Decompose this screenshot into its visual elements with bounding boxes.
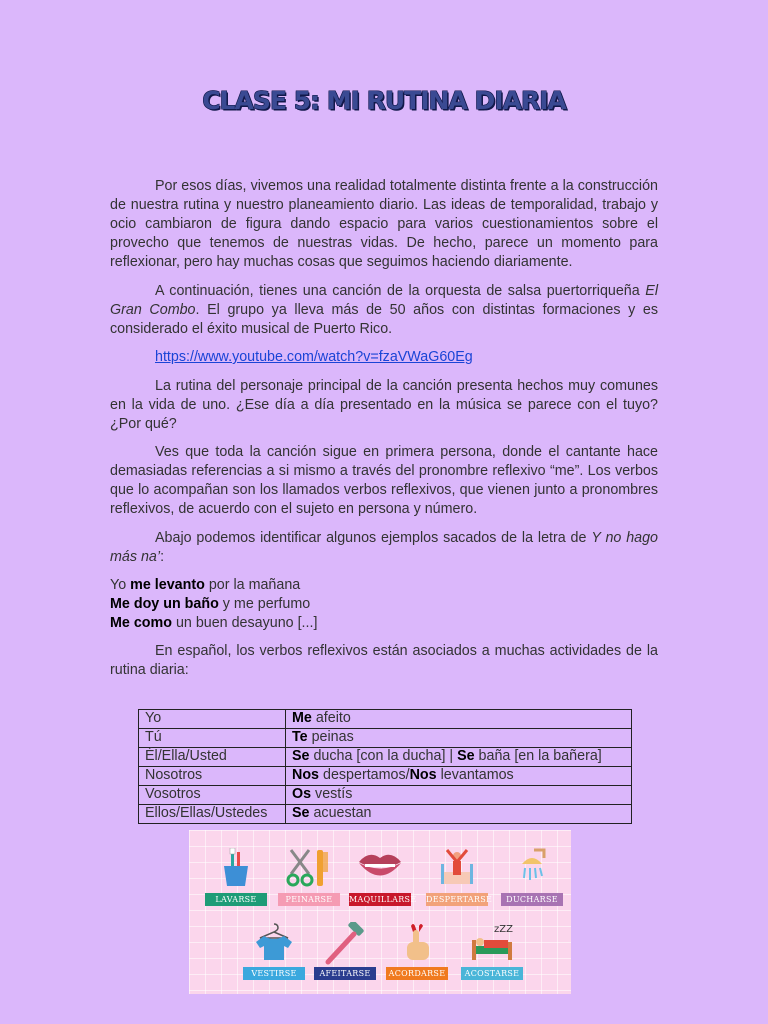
- routine-verbs-illustration: [189, 830, 571, 994]
- routine-item-acostarse: [461, 922, 523, 980]
- routine-item-label: VESTIRSE: [243, 967, 305, 980]
- lyric-3-post: un buen desayuno [...]: [171, 615, 318, 631]
- reflexive-pronoun: Te: [292, 729, 308, 746]
- lyric-line-3: [110, 615, 317, 631]
- page-title: CLASE 5: MI RUTINA DIARIA: [202, 86, 566, 115]
- reflexive-pronoun: Nos: [292, 767, 320, 784]
- example-cell: [286, 767, 632, 786]
- example-cell: [286, 805, 632, 824]
- routine-item-label: PEINARSE: [278, 893, 340, 906]
- example-cell: [286, 710, 632, 729]
- routine-item-maquillarse: [349, 848, 417, 906]
- paragraph-question: La rutina del personaje principal de la canción presenta hechos muy comunes en la vida de uno. ¿Ese día a día presentado en la música se parece con el tuyo? ¿Por qué?: [110, 377, 658, 432]
- routine-item-label: AFEITARSE: [314, 967, 376, 980]
- table-row: [139, 805, 632, 824]
- document-body: [110, 177, 658, 690]
- routine-item-label: ACOSTARSE: [461, 967, 523, 980]
- routine-item-label: DUCHARSE: [501, 893, 563, 906]
- paragraph-song-text-a: A continuación, tienes una canción de la orquesta de salsa puertorriqueña: [155, 282, 640, 299]
- verb-text: baña [en la bañera]: [474, 748, 602, 765]
- reflexive-pronoun: Nos: [409, 767, 437, 784]
- pronoun-cell: Tú: [139, 729, 286, 748]
- lyric-line-2: [110, 596, 310, 612]
- paragraph-reflexive: Ves que toda la canción sigue en primera persona, donde el cantante hace demasiadas referencias a si mismo a través del pronombre reflexivo “me”. Los verbos que lo acompañan son los llamados verbos reflexivos, que vienen junto a pronombres reflexivos, de acuerdo con el sujeto en persona y número.: [110, 444, 658, 517]
- table-row: [139, 710, 632, 729]
- table-row: [139, 748, 632, 767]
- paragraph-routine: En español, los verbos reflexivos están asociados a muchas actividades de la rutina diaria:: [110, 643, 658, 678]
- example-cell: [286, 786, 632, 805]
- lyric-1-post: por la mañana: [204, 577, 301, 593]
- svg-text:zZZ: zZZ: [494, 924, 513, 935]
- verb-text: peinas: [307, 729, 354, 746]
- routine-item-label: DESPERTARSE: [426, 895, 493, 904]
- reflexive-pronoun: Se: [292, 748, 310, 765]
- routine-item-vestirse: [243, 922, 305, 980]
- pronoun-cell: Yo: [139, 710, 286, 729]
- table-row: [139, 767, 632, 786]
- verb-text: vestís: [311, 786, 353, 803]
- example-cell: [286, 748, 632, 767]
- routine-item-label: ACORDARSE: [386, 967, 448, 980]
- pronoun-cell: Él/Ella/Usted: [139, 748, 286, 767]
- pronoun-cell: Nosotros: [139, 767, 286, 786]
- reflexive-pronoun: Se: [457, 748, 475, 765]
- routine-item-peinarse: [278, 848, 340, 906]
- example-cell: [286, 729, 632, 748]
- verb-text: despertamos/: [319, 767, 410, 784]
- band-name: El Gran Combo: [110, 282, 658, 318]
- routine-item-ducharse: [501, 848, 563, 906]
- routine-item-label: MAQUILLARSE: [349, 895, 417, 904]
- reflexive-table: [138, 709, 632, 824]
- pronoun-cell: Vosotros: [139, 786, 286, 805]
- paragraph-song-text-b: . El grupo ya lleva más de 50 años con distintas formaciones y es considerado el éxito musical de Puerto Rico.: [110, 301, 658, 337]
- paragraph-examples-colon: :: [160, 548, 165, 565]
- routine-item-lavarse: [205, 848, 267, 906]
- verb-text: afeito: [311, 710, 351, 727]
- reflexive-pronoun: Os: [292, 786, 312, 803]
- youtube-link[interactable]: https://www.youtube.com/watch?v=fzaVWaG60Eg: [155, 349, 473, 365]
- lyric-2-post: y me perfumo: [218, 596, 311, 612]
- verb-text: ducha [con la ducha] |: [309, 748, 458, 765]
- lyrics: [110, 576, 658, 633]
- routine-item-despertarse: [426, 848, 493, 906]
- lyric-1-pre: Yo: [110, 577, 131, 593]
- reflexive-pronoun: Se: [292, 805, 310, 822]
- verb-text: levantamos: [436, 767, 514, 784]
- reflexive-pronoun: Me: [292, 710, 312, 727]
- verb-text: acuestan: [309, 805, 372, 822]
- lyric-line-1: [110, 577, 300, 593]
- lyric-2-verb: Me doy un baño: [110, 596, 219, 612]
- pronoun-cell: Ellos/Ellas/Ustedes: [139, 805, 286, 824]
- routine-item-afeitarse: [314, 922, 376, 980]
- lyric-1-verb: me levanto: [130, 577, 205, 593]
- paragraph-song: [110, 282, 658, 339]
- paragraph-examples: [110, 529, 658, 567]
- routine-item-acordarse: [386, 922, 448, 980]
- song-title: Y no hago más na’: [110, 529, 659, 565]
- lyric-3-verb: Me como: [110, 615, 172, 631]
- paragraph-examples-text-a: Abajo podemos identificar algunos ejemplos sacados de la letra de: [155, 529, 587, 546]
- paragraph-link: [110, 348, 658, 367]
- table-row: [139, 786, 632, 805]
- table-row: [139, 729, 632, 748]
- paragraph-intro: Por esos días, vivemos una realidad totalmente distinta frente a la construcción de nuestra rutina y nuestro planeamiento diario. Las ideas de temporalidad, trabajo y ocio cambiaron de figura dando espacio para varios cuestionamientos sobre el provecho que tenemos de nuestras vidas. De hecho, parece un momento para reflexionar, pero hay muchas cosas que seguimos haciendo diariamente.: [110, 178, 658, 270]
- routine-item-label: LAVARSE: [205, 893, 267, 906]
